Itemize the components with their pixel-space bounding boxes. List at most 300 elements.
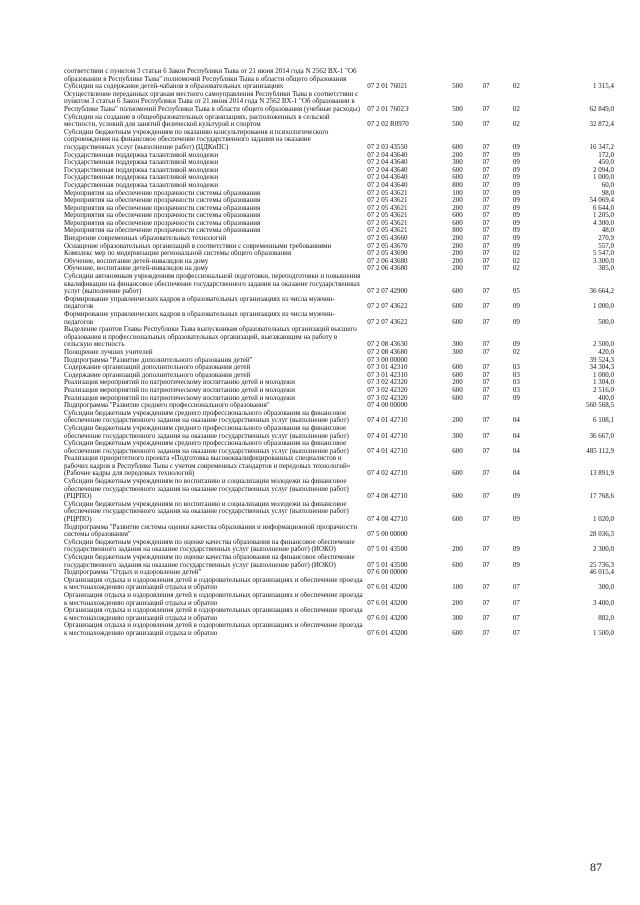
row-expense-type: 200	[452, 242, 463, 250]
table-row	[64, 243, 616, 251]
row-code: 07 2 05 43690	[367, 250, 408, 258]
table-row	[64, 190, 616, 198]
row-subsection	[513, 524, 543, 539]
row-amount: 17 768,6	[589, 492, 614, 501]
row-subsection: 09	[512, 204, 520, 212]
row-section: 07	[482, 104, 490, 113]
row-amount: 36 667,0	[589, 431, 614, 440]
row-code: 07 4 08 42710	[367, 492, 408, 501]
row-code: 07 3 02 42320	[367, 379, 408, 387]
row-amount: 485 112,9	[586, 446, 614, 455]
row-code: 07 4 01 42710	[367, 416, 408, 425]
table-row	[64, 455, 616, 478]
row-amount: 1 205,0	[593, 212, 614, 220]
row-code: 07 3 02 42320	[367, 386, 408, 394]
row-subsection: 09	[512, 545, 520, 554]
row-expense-type: 600	[452, 166, 463, 174]
row-code: 07 3 02 42320	[367, 394, 408, 402]
row-section: 07	[482, 302, 490, 311]
budget-table	[64, 68, 616, 638]
row-amount: 3 300,0	[593, 257, 614, 265]
table-row	[64, 83, 616, 91]
row-subsection: 07	[512, 628, 520, 637]
table-row	[64, 349, 616, 357]
table-row	[64, 91, 616, 114]
row-name: Выделение грантов Главы Республики Тыва выпускникам образовательных организаций высшего образования и профессиональных образовательных организаций, выезжающим на работу в сельскую местность	[64, 326, 357, 349]
row-subsection: 04	[512, 416, 520, 425]
table-row	[64, 622, 616, 637]
row-section: 07	[482, 83, 490, 91]
row-amount: 6 108,1	[593, 416, 614, 425]
row-code: 07 2 02 R0970	[367, 120, 409, 129]
row-expense-type: 600	[452, 287, 463, 296]
row-amount: 1 500,0	[593, 628, 614, 637]
row-code: 07 4 01 42710	[367, 431, 408, 440]
row-section: 07	[482, 431, 490, 440]
row-expense-type: 500	[452, 83, 463, 91]
row-section: 07	[482, 348, 490, 356]
row-code: 07 3 00 00000	[367, 356, 408, 364]
row-code: 07 2 05 43660	[367, 235, 408, 243]
row-section: 07	[482, 598, 490, 607]
row-amount	[543, 68, 616, 83]
row-section: 07	[482, 364, 490, 372]
row-name: Осуществление переданных органам местного самоуправления Республики Тыва в соответствии с пунктом 3 статьи 6 Закон Республики Тыва от 21 июня 2014 года N 2562 ВХ-1 "Об образовании в Республике Тыва" полномочий Республики Тыва в области общего образования (учебные расходы)	[64, 90, 360, 113]
row-code: 07 2 07 43622	[367, 302, 408, 311]
row-subsection: 09	[512, 197, 520, 205]
row-subsection: 09	[512, 317, 520, 326]
row-section: 07	[482, 545, 490, 554]
row-code: 07 3 01 42310	[367, 371, 408, 379]
row-expense-type: 600	[452, 219, 463, 227]
row-section: 07	[482, 181, 490, 189]
row-code: 07 5 01 43500	[367, 560, 408, 569]
row-name: Субсидии бюджетным учреждениям по воспитанию и социализации молодежи на финансовое обеспечение государственного задания на оказание государственных услуг (выполнение работ) (РЦРПО)	[64, 478, 349, 501]
table-row	[64, 235, 616, 243]
row-section: 07	[482, 379, 490, 387]
table-row	[64, 387, 616, 395]
row-name: Субсидии бюджетным учреждениям по оценке качества образования на финансовое обеспечение государственного задания на оказание государственных услуг (выполнение работ) (ИОКО)	[64, 538, 355, 554]
table-row	[64, 501, 616, 524]
row-amount: 270,9	[598, 235, 614, 243]
row-amount: 54 069,4	[589, 197, 614, 205]
row-subsection: 09	[512, 302, 520, 311]
row-subsection: 02	[512, 104, 520, 113]
row-subsection: 02	[512, 348, 520, 356]
row-expense-type: 600	[452, 317, 463, 326]
row-amount: 1 020,0	[593, 515, 614, 524]
row-code: 07 4 02 42710	[367, 469, 408, 478]
table-row	[64, 296, 616, 311]
row-section: 07	[482, 120, 490, 129]
table-row	[64, 569, 616, 577]
row-section: 07	[482, 560, 490, 569]
row-expense-type: 600	[452, 628, 463, 637]
row-amount: 48,0	[601, 227, 614, 235]
row-expense-type: 600	[452, 446, 463, 455]
row-expense-type	[452, 569, 482, 577]
row-section	[483, 569, 513, 577]
row-subsection: 09	[512, 227, 520, 235]
row-expense-type: 200	[452, 598, 463, 607]
row-subsection: 03	[512, 371, 520, 379]
row-code: 07 2 08 43680	[367, 348, 408, 356]
row-expense-type: 200	[452, 545, 463, 554]
row-name: Субсидии бюджетным учреждениям среднего профессионального образования на финансовое обеспечение государственного задания на оказание государственных услуг (выполнение работ)	[64, 409, 349, 425]
table-row	[64, 311, 616, 326]
row-expense-type: 200	[452, 416, 463, 425]
row-expense-type: 800	[452, 181, 463, 189]
row-expense-type: 300	[452, 348, 463, 356]
table-row	[64, 182, 616, 190]
row-section: 07	[482, 515, 490, 524]
row-expense-type	[452, 524, 482, 539]
row-amount: 3 400,0	[593, 598, 614, 607]
row-subsection: 09	[512, 159, 520, 167]
row-code: 07 6 01 43200	[367, 598, 408, 607]
row-amount: 28 036,3	[589, 530, 614, 539]
row-expense-type: 600	[452, 394, 463, 402]
row-subsection: 02	[512, 257, 520, 265]
table-row	[64, 197, 616, 205]
row-code: 07 2 05 43670	[367, 242, 408, 250]
row-name: Подпрограмма "Развитие дополнительного образования детей"	[64, 356, 253, 364]
row-code: 07 6 01 43200	[367, 613, 408, 622]
row-name: Государственная поддержка талантливой молодежи	[64, 159, 219, 167]
row-amount: 16 347,2	[589, 142, 614, 151]
table-row	[64, 425, 616, 440]
row-expense-type: 600	[452, 364, 463, 372]
table-row	[64, 379, 616, 387]
page-number: 87	[590, 860, 602, 874]
row-code: 07 2 05 43621	[367, 189, 408, 197]
row-subsection	[513, 402, 543, 410]
table-row	[64, 159, 616, 167]
row-section: 07	[482, 386, 490, 394]
row-code: 07 2 08 43630	[367, 340, 408, 349]
row-amount: 500,0	[598, 317, 614, 326]
row-expense-type: 600	[452, 469, 463, 478]
row-code: 07 3 01 42310	[367, 364, 408, 372]
row-code: 07 2 04 43640	[367, 174, 408, 182]
row-expense-type: 600	[452, 492, 463, 501]
row-subsection	[513, 569, 543, 577]
row-amount: 34 304,3	[589, 364, 614, 372]
row-section: 07	[482, 166, 490, 174]
row-amount: 882,0	[598, 613, 614, 622]
row-amount: 450,0	[598, 159, 614, 167]
row-name: Мероприятия на обеспечение прозрачности системы образования	[64, 189, 261, 197]
row-name: Организация отдыха и оздоровления детей в оздоровительных организациях и обеспечение проезда к местонахождению организаций отдыха и обратно	[64, 622, 363, 637]
row-subsection: 07	[512, 613, 520, 622]
row-amount: 98,0	[601, 189, 614, 197]
row-code: 07 2 05 43621	[367, 227, 408, 235]
row-amount: 557,0	[598, 242, 614, 250]
row-subsection: 09	[512, 166, 520, 174]
budget-table-body	[64, 68, 616, 638]
row-section: 07	[482, 151, 490, 159]
row-subsection: 09	[512, 142, 520, 151]
row-name: Обучение, воспитание детей-инвалидов на дому	[64, 257, 209, 265]
row-code: 07 2 06 43680	[367, 265, 408, 273]
row-expense-type: 600	[452, 174, 463, 182]
row-amount: 2 500,0	[593, 340, 614, 349]
row-subsection: 03	[512, 379, 520, 387]
row-name: Содержание организаций дополнительного образования детей	[64, 371, 251, 379]
row-name: Субсидии бюджетным учреждениям по воспитанию и социализации молодежи на финансовое обеспечение государственного задания на оказание государственных услуг (выполнение работ) (РЦРПО)	[64, 500, 349, 524]
row-code: 07 4 00 00000	[367, 402, 408, 410]
row-code: 07 4 08 42710	[367, 515, 408, 524]
row-name: Государственная поддержка талантливой молодежи	[64, 166, 219, 174]
row-code: 07 2 01 7602Э	[367, 104, 409, 113]
row-amount: 6 644,0	[593, 204, 614, 212]
row-section: 07	[482, 250, 490, 258]
row-expense-type	[452, 68, 482, 83]
row-subsection: 09	[512, 492, 520, 501]
row-name: Мероприятия на обеспечение прозрачности системы образования	[64, 204, 261, 212]
row-code: 07 2 03 43550	[367, 142, 408, 151]
row-subsection: 07	[512, 598, 520, 607]
row-code: 07 2 04 43640	[367, 166, 408, 174]
row-section: 07	[482, 492, 490, 501]
row-amount: 4 300,0	[593, 219, 614, 227]
row-name: Субсидии автономным учреждениям профессиональной подготовки, переподготовки и повышения квалификации на финансовое обеспечение государственного задания на оказание государственных услуг (выполнение работ)	[64, 273, 361, 296]
table-row	[64, 205, 616, 213]
row-section: 07	[482, 189, 490, 197]
row-section: 07	[482, 174, 490, 182]
row-section: 07	[482, 235, 490, 243]
row-expense-type: 600	[452, 515, 463, 524]
row-subsection: 09	[512, 151, 520, 159]
row-name: Внедрение современных образовательных технологий	[64, 235, 227, 243]
table-row	[64, 250, 616, 258]
table-row	[64, 364, 616, 372]
table-row	[64, 68, 616, 83]
row-name: Содержание организаций дополнительного образования детей	[64, 364, 251, 372]
row-name: Организация отдыха и оздоровления детей в оздоровительных организациях и обеспечение проезда к местонахождению организаций отдыха и обратно	[64, 591, 363, 607]
row-section: 07	[482, 159, 490, 167]
table-row	[64, 167, 616, 175]
row-subsection: 09	[512, 174, 520, 182]
row-subsection: 09	[512, 189, 520, 197]
row-name: Подпрограмма "Развитие системы оценки качества образования и информационной прозрачности системы образования"	[64, 523, 358, 539]
row-name: Организация отдыха и оздоровления детей в оздоровительных организациях и обеспечение проезда к местонахождению организаций отдыха и обратно	[64, 607, 363, 622]
row-name: Реализация мероприятий по патриотическому воспитанию детей и молодежи	[64, 386, 296, 394]
row-expense-type	[452, 357, 482, 365]
row-name: Формирование управленческих кадров в образовательных организациях из числа мужчин-педагогов	[64, 295, 335, 311]
row-section: 07	[482, 416, 490, 425]
row-subsection: 04	[512, 446, 520, 455]
row-code: 07 2 05 43621	[367, 204, 408, 212]
row-section	[483, 524, 513, 539]
row-section: 07	[482, 204, 490, 212]
row-code: 07 6 01 43200	[367, 583, 408, 592]
table-row	[64, 357, 616, 365]
row-amount: 2 300,0	[593, 545, 614, 554]
row-code: 07 2 04 43640	[367, 181, 408, 189]
row-name: Подпрограмма "Развитие среднего профессионального образования"	[64, 402, 270, 410]
row-expense-type: 200	[452, 250, 463, 258]
table-row	[64, 410, 616, 425]
row-code	[367, 68, 452, 83]
row-subsection: 09	[512, 212, 520, 220]
row-amount: 1 315,4	[593, 83, 614, 91]
table-row	[64, 152, 616, 160]
table-row	[64, 273, 616, 296]
row-code: 07 4 01 42710	[367, 446, 408, 455]
row-name: Государственная поддержка талантливой молодежи	[64, 151, 219, 159]
row-expense-type: 100	[452, 189, 463, 197]
row-amount: 25 736,3	[589, 560, 614, 569]
row-expense-type: 300	[452, 340, 463, 349]
row-name: Поощрение лучших учителей	[64, 348, 153, 356]
row-expense-type: 200	[452, 197, 463, 205]
row-section: 07	[482, 197, 490, 205]
table-row	[64, 372, 616, 380]
row-name: Реализация мероприятий по патриотическому воспитанию детей и молодежи	[64, 379, 296, 387]
row-expense-type	[452, 402, 482, 410]
row-section: 07	[482, 257, 490, 265]
table-row	[64, 174, 616, 182]
row-expense-type: 200	[452, 379, 463, 387]
row-amount: 385,0	[598, 265, 614, 273]
row-section: 07	[482, 317, 490, 326]
row-code: 07 2 05 43621	[367, 197, 408, 205]
table-row	[64, 227, 616, 235]
row-amount: 420,0	[598, 348, 614, 356]
row-subsection: 02	[512, 265, 520, 273]
row-section: 07	[482, 227, 490, 235]
row-amount: 172,0	[598, 151, 614, 159]
row-subsection: 02	[512, 120, 520, 129]
row-expense-type: 500	[452, 104, 463, 113]
row-code: 07 5 01 43500	[367, 545, 408, 554]
row-amount: 2 094,0	[593, 166, 614, 174]
row-name: Оснащение образовательных организаций в соответствии с современными требованиями	[64, 242, 332, 250]
table-row	[64, 440, 616, 455]
row-expense-type: 200	[452, 265, 463, 273]
row-name: Мероприятия на обеспечение прозрачности системы образования	[64, 197, 261, 205]
row-name: Субсидии бюджетным учреждениям среднего профессионального образования на финансовое обеспечение государственного задания на оказание государственных услуг (выполнение работ)	[64, 440, 349, 455]
row-subsection: 07	[512, 583, 520, 592]
row-expense-type: 800	[452, 227, 463, 235]
row-code: 07 2 06 43680	[367, 257, 408, 265]
row-name: Государственная поддержка талантливой молодежи	[64, 181, 219, 189]
row-amount: 300,0	[598, 583, 614, 592]
row-subsection: 09	[512, 394, 520, 402]
row-name: Мероприятия на обеспечение прозрачности системы образования	[64, 219, 261, 227]
row-name: Мероприятия на обеспечение прозрачности системы образования	[64, 227, 261, 235]
row-section	[483, 68, 513, 83]
row-expense-type: 300	[452, 159, 463, 167]
row-subsection: 09	[512, 181, 520, 189]
row-code: 07 2 04 43640	[367, 151, 408, 159]
row-amount: 39 524,3	[589, 356, 614, 364]
row-amount: 5 547,0	[593, 250, 614, 258]
row-subsection: 09	[512, 235, 520, 243]
row-name: Организация отдыха и оздоровления детей в оздоровительных организациях и обеспечение проезда к местонахождению организаций отдыха и обратно	[64, 576, 363, 592]
row-subsection: 09	[512, 242, 520, 250]
row-section: 07	[482, 583, 490, 592]
row-section	[483, 402, 513, 410]
row-name: Обучение, воспитание детей-инвалидов на дому	[64, 265, 209, 273]
row-name: Формирование управленческих кадров в образовательных организациях из числа мужчин-педагогов	[64, 311, 335, 326]
row-amount: 36 664,2	[589, 287, 614, 296]
row-expense-type: 200	[452, 257, 463, 265]
row-section: 07	[482, 212, 490, 220]
row-amount: 1 000,0	[593, 174, 614, 182]
row-name: Комплекс мер по модернизации региональной системы общего образования	[64, 250, 292, 258]
row-subsection: 03	[512, 364, 520, 372]
table-row	[64, 258, 616, 266]
row-name: Подпрограмма "Отдых и оздоровление детей"	[64, 569, 202, 577]
row-expense-type: 300	[452, 613, 463, 622]
row-code: 07 6 01 43200	[367, 628, 408, 637]
table-row	[64, 265, 616, 273]
row-section: 07	[482, 219, 490, 227]
row-expense-type: 300	[452, 431, 463, 440]
row-amount: 60,0	[601, 181, 614, 189]
row-name: Государственная поддержка талантливой молодежи	[64, 174, 219, 182]
row-expense-type: 600	[452, 302, 463, 311]
row-name: Субсидии бюджетным учреждениям по оказанию консультирования и психологического сопровождения на финансовое обеспечение государственного задания на оказание государственных услуг (выполнение работ) (ЦДКиПС)	[64, 128, 329, 151]
row-section	[483, 357, 513, 365]
row-expense-type: 600	[452, 142, 463, 151]
row-expense-type: 600	[452, 371, 463, 379]
row-name: Субсидии бюджетным учреждениям по оценке качества образования на финансовое обеспечение государственного задания на оказание государственных услуг (выполнение работ) (ИОКО)	[64, 554, 355, 569]
table-row	[64, 326, 616, 349]
row-subsection: 02	[512, 83, 520, 91]
row-subsection	[513, 357, 543, 365]
row-expense-type: 600	[452, 212, 463, 220]
row-section: 07	[482, 446, 490, 455]
table-row	[64, 478, 616, 501]
table-row	[64, 539, 616, 554]
row-subsection: 04	[512, 431, 520, 440]
row-section: 07	[482, 142, 490, 151]
row-section: 07	[482, 613, 490, 622]
row-subsection: 09	[512, 560, 520, 569]
row-subsection: 05	[512, 287, 520, 296]
row-amount: 62 849,0	[589, 104, 614, 113]
row-expense-type: 600	[452, 560, 463, 569]
table-row	[64, 402, 616, 410]
row-subsection	[513, 68, 543, 83]
row-subsection: 03	[512, 386, 520, 394]
row-amount: 32 872,4	[589, 120, 614, 129]
row-code: 07 5 00 00000	[367, 530, 408, 539]
row-amount: 1 304,0	[593, 379, 614, 387]
row-amount: 13 891,9	[589, 469, 614, 478]
row-code: 07 2 04 43640	[367, 159, 408, 167]
row-code: 07 2 05 43621	[367, 219, 408, 227]
row-expense-type: 200	[452, 151, 463, 159]
row-expense-type: 100	[452, 583, 463, 592]
row-section: 07	[482, 340, 490, 349]
row-subsection: 04	[512, 469, 520, 478]
row-subsection: 09	[512, 515, 520, 524]
row-section: 07	[482, 469, 490, 478]
row-name: Реализация приоритетного проекта «Подготовка высококвалифицированных специалистов и рабочих кадров в Республике Тыва с учетом современных стандартов и передовых технологий» (Рабочие кадры для передовых технологий)	[64, 455, 351, 478]
row-subsection: 09	[512, 340, 520, 349]
row-section: 07	[482, 242, 490, 250]
row-code: 07 2 05 43621	[367, 212, 408, 220]
table-row	[64, 114, 616, 129]
row-section: 07	[482, 371, 490, 379]
row-section: 07	[482, 628, 490, 637]
row-expense-type: 500	[452, 120, 463, 129]
row-section: 07	[482, 394, 490, 402]
